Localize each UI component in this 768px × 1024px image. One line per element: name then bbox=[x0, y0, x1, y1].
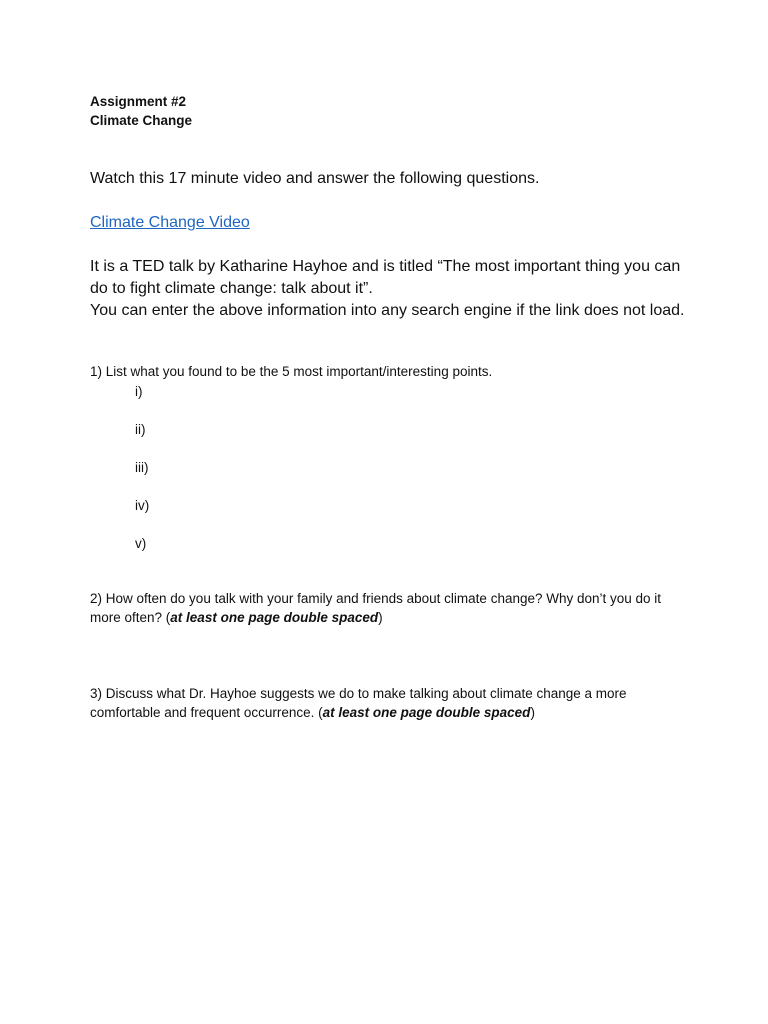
list-item: i) bbox=[135, 383, 143, 399]
list-item: v) bbox=[135, 535, 147, 551]
assignment-number: Assignment #2 bbox=[90, 94, 187, 109]
list-item: iv) bbox=[135, 497, 150, 513]
answer-list bbox=[90, 382, 690, 553]
climate-change-video-link[interactable]: Climate Change Video bbox=[90, 214, 250, 231]
question-2-length-requirement: at least one page double spaced bbox=[170, 610, 379, 625]
question-3-length-requirement: at least one page double spaced bbox=[322, 705, 531, 720]
question-3 bbox=[90, 684, 690, 723]
video-description: It is a TED talk by Katharine Hayhoe and is titled “The most important thing you can do to fight climate change: talk about it”. bbox=[90, 258, 681, 297]
question-3-close-paren: ) bbox=[530, 705, 535, 720]
search-engine-note: You can enter the above information into any search engine if the link does not load. bbox=[90, 302, 685, 319]
question-2-close-paren: ) bbox=[378, 610, 383, 625]
question-1: 1) List what you found to be the 5 most important/interesting points. bbox=[90, 364, 493, 379]
question-3-text: 3) Discuss what Dr. Hayhoe suggests we do to make talking about climate change a more comfortable and frequent occurrence. ( bbox=[90, 685, 627, 720]
assignment-topic: Climate Change bbox=[90, 113, 193, 128]
list-item: ii) bbox=[135, 421, 146, 437]
instruction-text: Watch this 17 minute video and answer the following questions. bbox=[90, 170, 540, 187]
document-body bbox=[90, 92, 690, 723]
question-2-text: 2) How often do you talk with your family and friends about climate change? Why don’t you do it more often? ( bbox=[90, 590, 662, 625]
video-link-paragraph bbox=[90, 212, 690, 234]
question-2 bbox=[90, 589, 690, 628]
list-item: iii) bbox=[135, 459, 149, 475]
